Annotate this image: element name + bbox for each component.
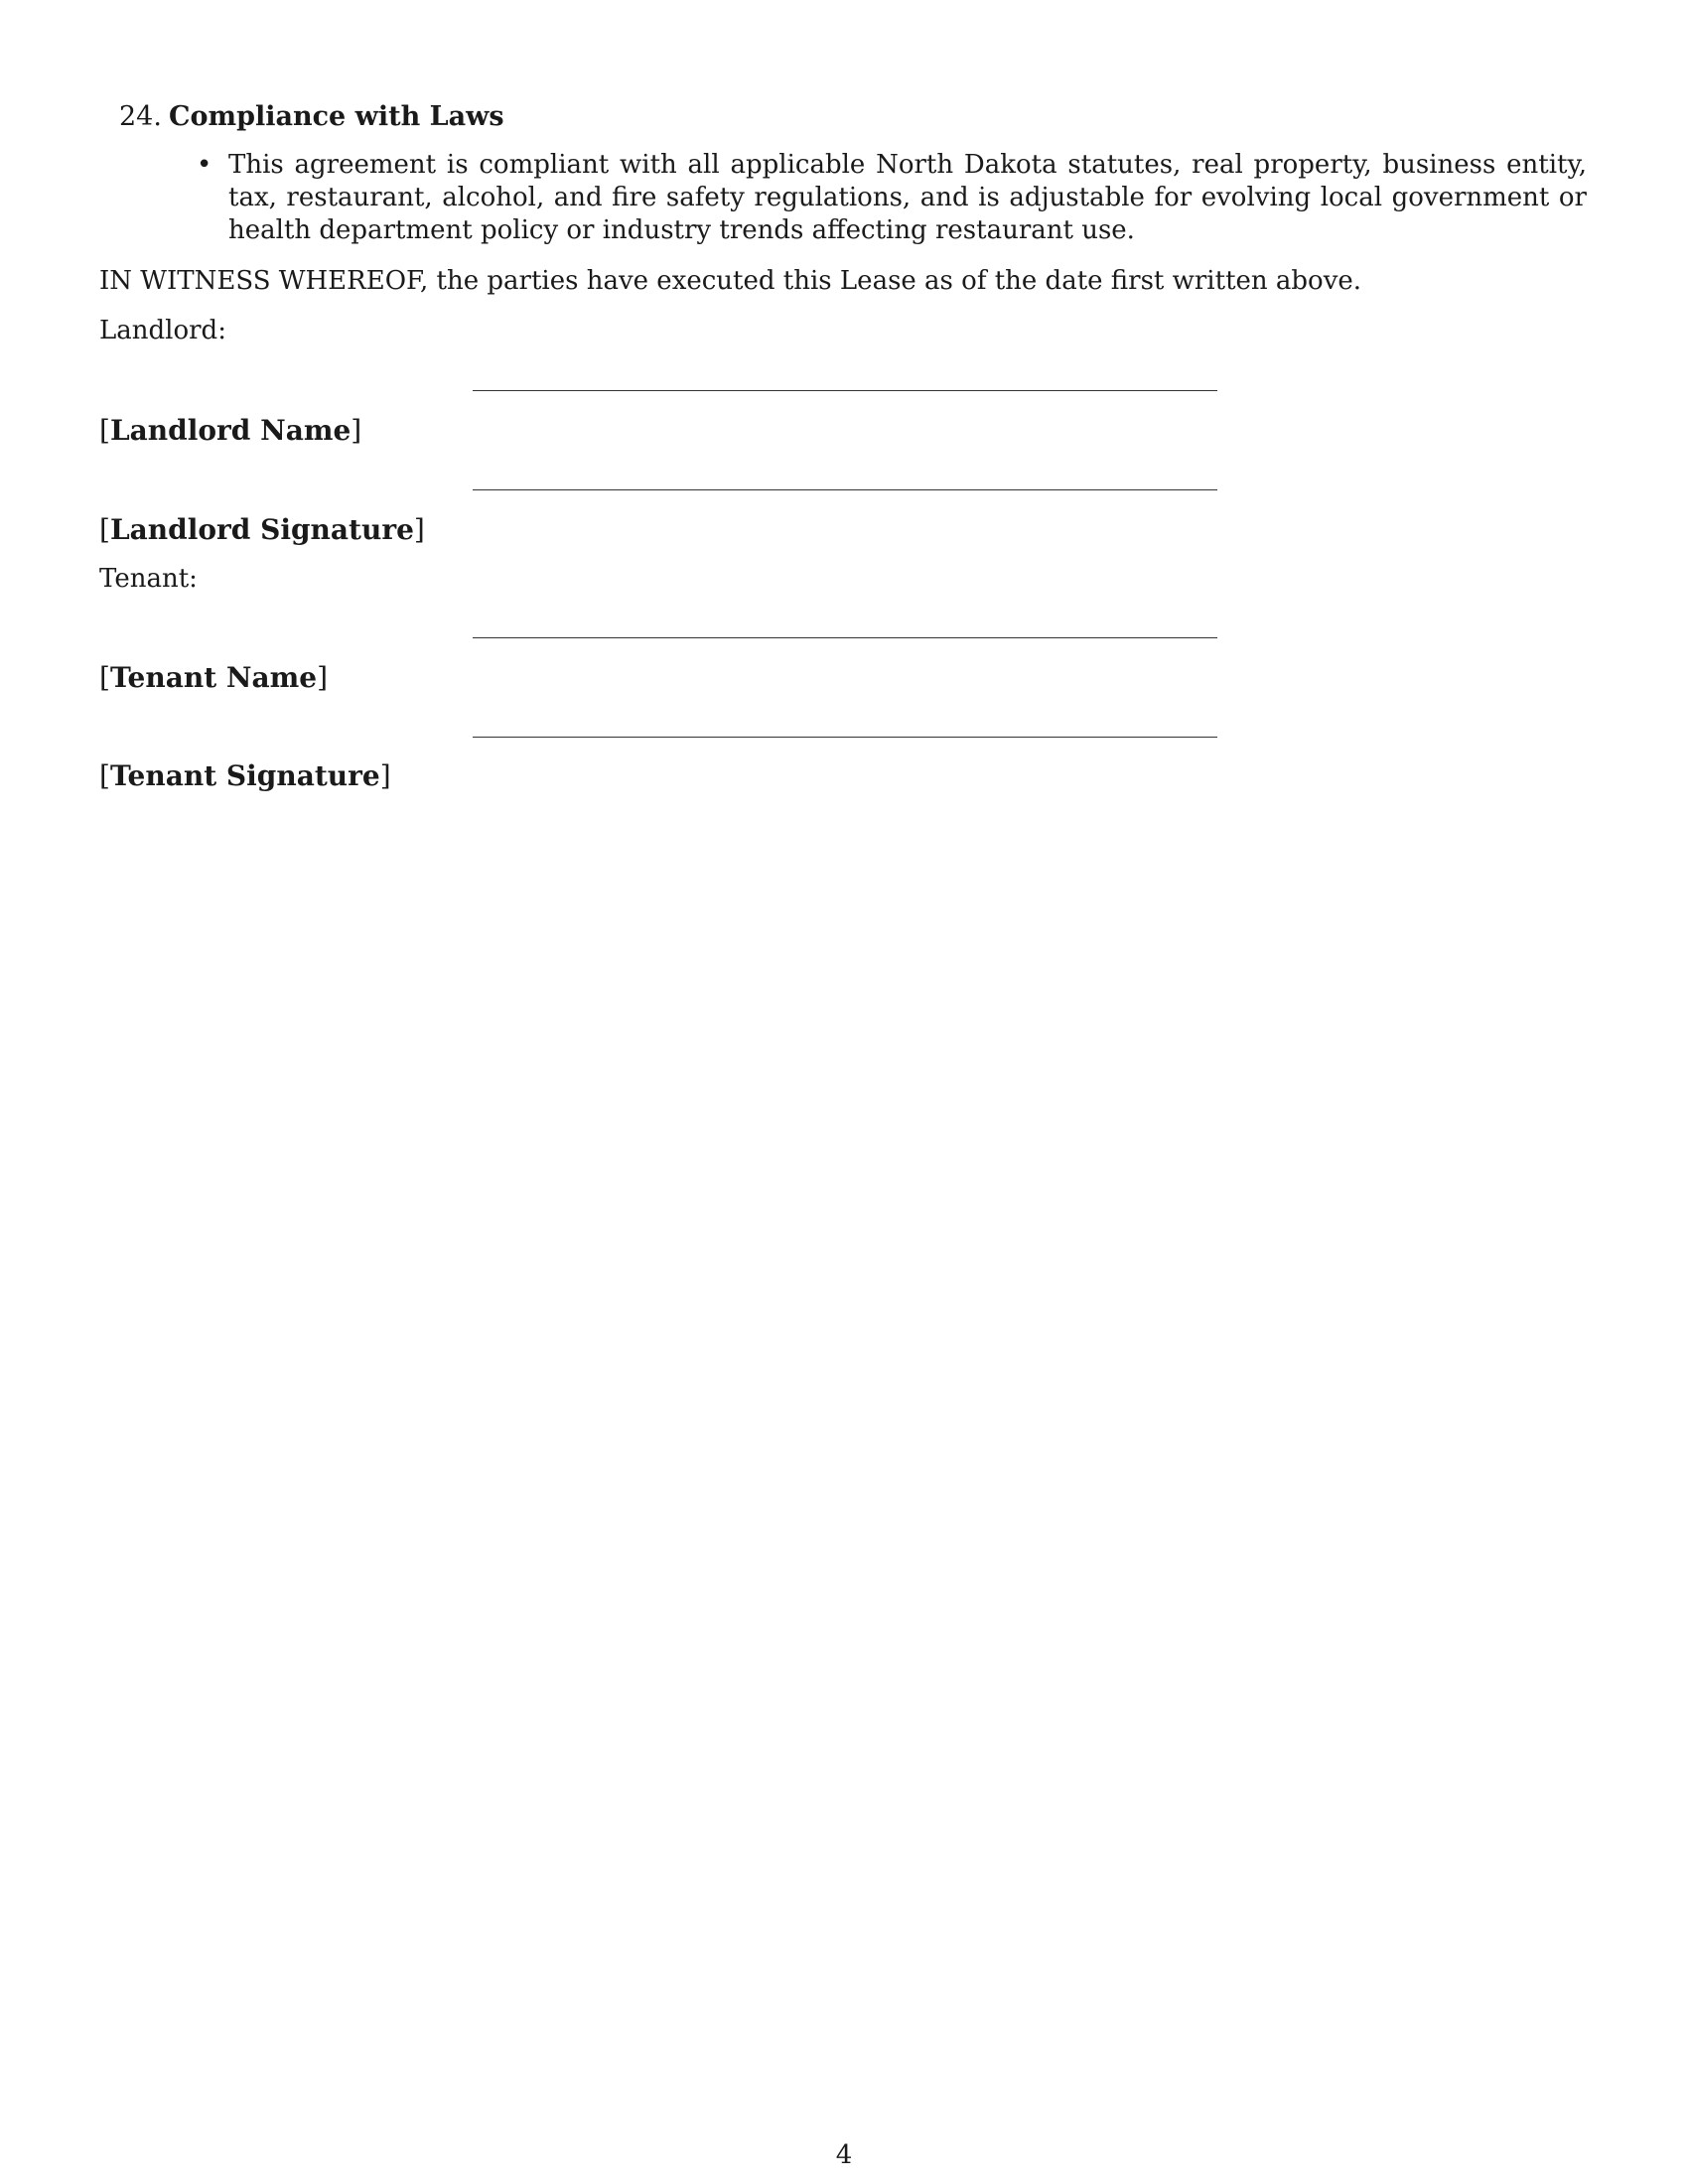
landlord-name-open-bracket: [ [99,414,110,447]
tenant-signature-label [99,758,391,794]
landlord-signature-label [99,512,425,548]
landlord-name-text: Landlord Name [109,414,352,447]
tenant-name-open-bracket: [ [99,661,110,694]
bullet-text: This agreement is compliant with all applicable North Dakota statutes, real property, business entity, tax, restaurant, alcohol, and fire safety regulations, and is adjustable for evolving local government or health department policy or industry trends affecting restaurant use. [228,150,1587,245]
landlord-name-label [99,413,361,449]
tenant-signature-text: Tenant Signature [109,759,380,792]
section-number: 24. [119,101,162,132]
landlord-signature-close-bracket: ] [413,513,425,546]
landlord-signature-line [473,489,1217,490]
landlord-name-line [473,390,1217,391]
tenant-name-label [99,660,328,696]
tenant-signature-close-bracket: ] [379,759,391,792]
tenant-signature-line [473,737,1217,738]
witness-statement: IN WITNESS WHEREOF, the parties have executed this Lease as of the date first written above. [99,266,1362,296]
landlord-signature-open-bracket: [ [99,513,110,546]
landlord-signature-text: Landlord Signature [109,513,414,546]
bullet-icon: • [197,150,212,180]
section-heading [119,99,504,135]
page-number: 4 [835,2140,853,2170]
landlord-heading: Landlord: [99,316,226,345]
tenant-name-close-bracket: ] [317,661,329,694]
tenant-heading: Tenant: [99,564,198,594]
section-title: Compliance with Laws [169,101,504,132]
tenant-name-line [473,637,1217,638]
landlord-name-close-bracket: ] [351,414,362,447]
tenant-name-text: Tenant Name [109,661,318,694]
tenant-signature-open-bracket: [ [99,759,110,792]
